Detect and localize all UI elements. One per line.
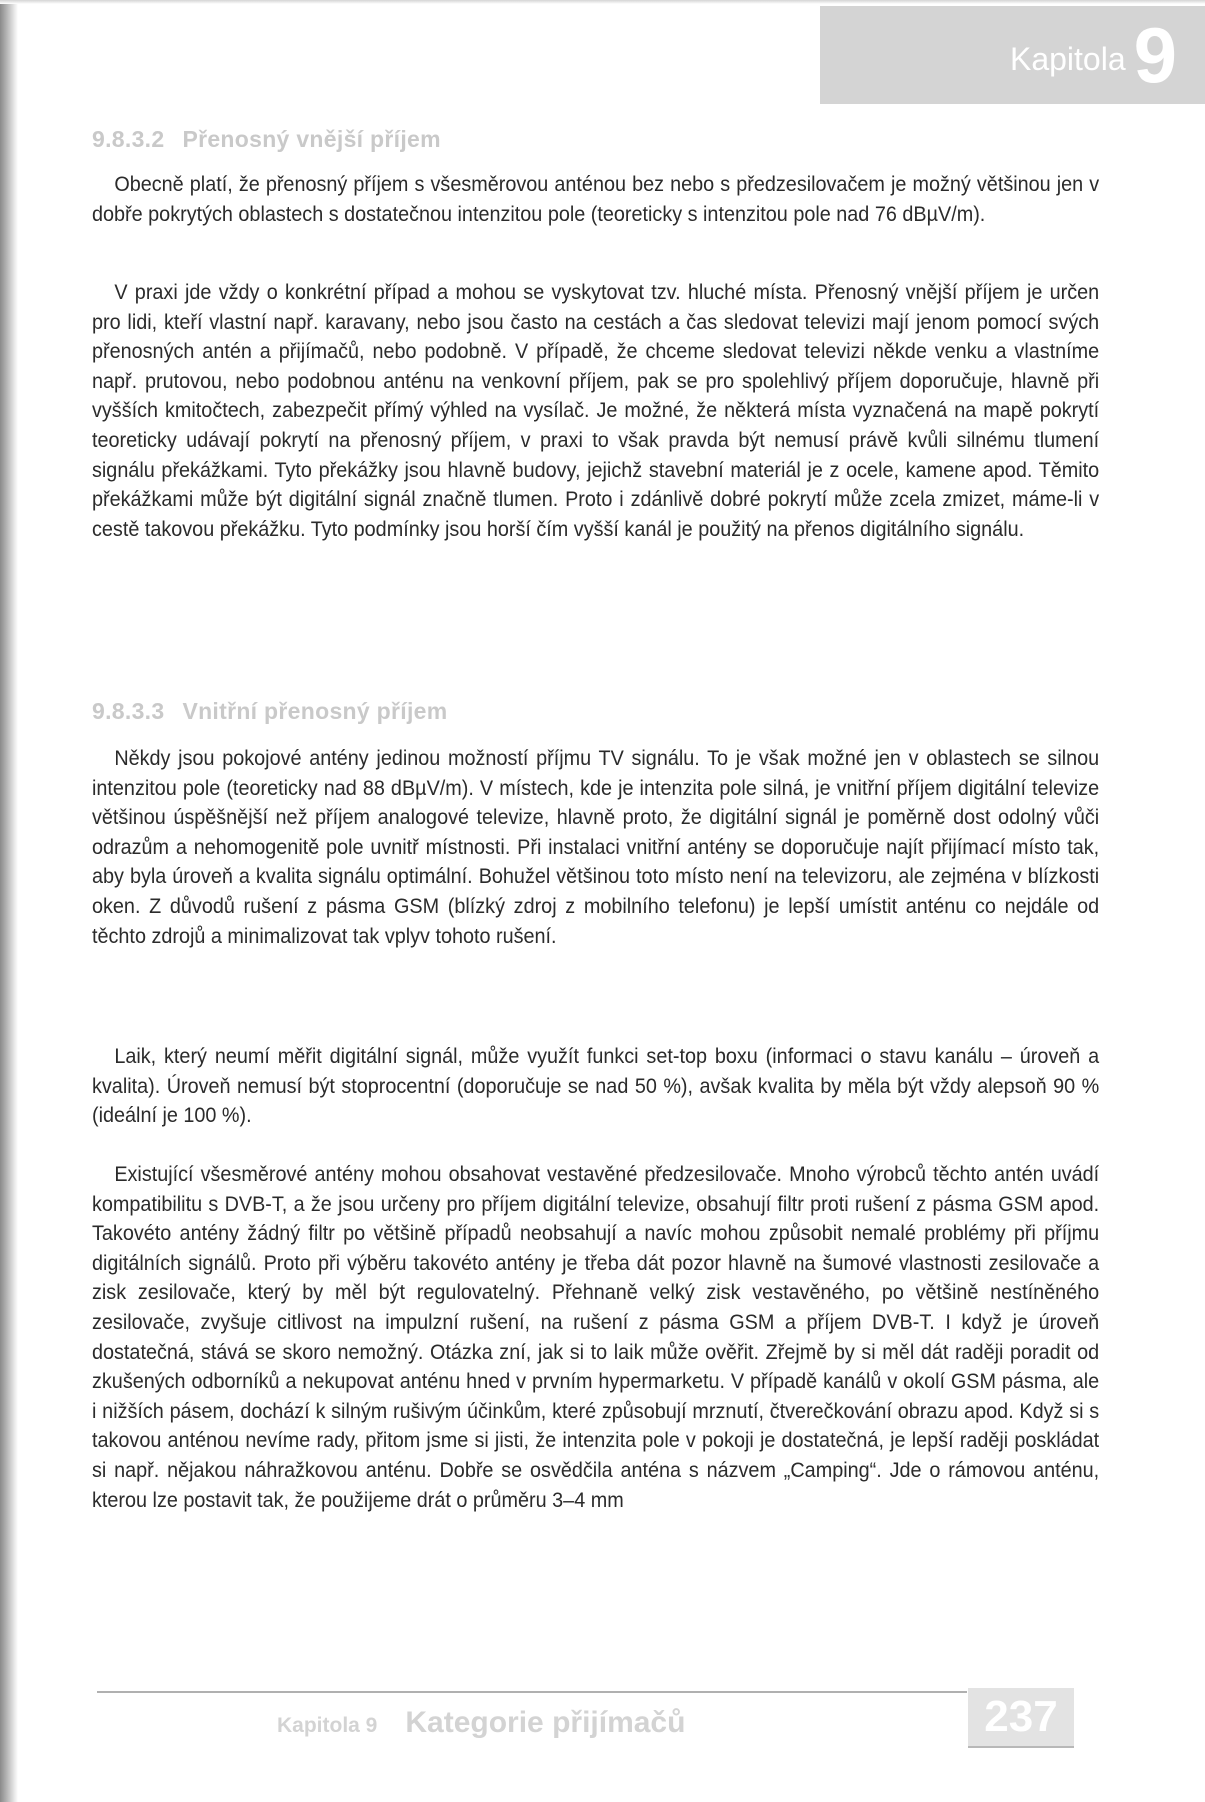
- section-number: 9.8.3.2: [92, 126, 165, 152]
- paragraph: V praxi jde vždy o konkrétní případ a mohou se vyskytovat tzv. hluché místa. Přenosný vnější příjem je určen pro lidi, kteří vlastní např. karavany, nebo jsou často na cestách a čas sledovat televizi mají jenom pomocí svých přenosných antén a přijímačů, nebo podobně. V případě, že chceme sledovat televizi někde venku a vlastníme např. prutovou, nebo podobnou anténu na venkovní příjem, pak se pro spolehlivý příjem doporučuje, hlavně při vyšších kmitočtech, zabezpečit přímý výhled na vysílač. Je možné, že některá místa vyznačená na mapě pokrytí teoreticky udávají pokrytí na přenosný příjem, v praxi to však pravda být nemusí právě kvůli silnému tlumení signálu překážkami. Tyto překážky jsou hlavně budovy, jejichž stavební materiál je z ocele, kamene apod. Těmito překážkami může být digitální signál značně tlumen. Proto i zdánlivě dobré pokrytí může zcela zmizet, máme-li v cestě takovou překážku. Tyto podmínky jsou horší čím vyšší kanál je použitý na přenos digitálního signálu.: [92, 280, 1100, 541]
- section-number: 9.8.3.3: [92, 698, 165, 724]
- running-footer: [277, 1706, 685, 1740]
- paragraph: Existující všesměrové antény mohou obsahovat vestavěné předzesilovače. Mnoho výrobců těchto antén uvádí kompatibilitu s DVB-T, a že jsou určeny pro příjem digitální televize, obsahují filtr proti rušení z pásma GSM apod. Takovéto antény žádný filtr po většině případů neobsahují a navíc mohou způsobit nemalé problémy při příjmu digitálních signálů. Proto při výběru takovéto antény je třeba dát pozor hlavně na šumové vlastnosti zesilovače a zisk zesilovače, který by měl být regulovatelný. Přehnaně velký zisk vestavěného, po většině nestíněného zesilovače, zvyšuje citlivost na impulzní rušení, na rušení z pásma GSM a příjem DVB-T. I když je úroveň dostatečná, stává se skoro nemožný. Otázka zní, jak si to laik může ověřit. Zřejmě by si měl dát raději poradit od zkušených odborníků a nekupovat anténu hned v prvním hypermarketu. V případě kanálů v okolí GSM pásma, ale i nižších pásem, dochází k silným rušivým účinkům, které způsobují mrznutí, čtverečkování obrazu apod. Když si s takovou anténou nevíme rady, přitom jsme si jisti, že intenzita pole v pokoji je dostatečná, je lepší raději poskládat si např. nějakou náhražkovou anténu. Dobře se osvědčila anténa s názvem „Camping“. Jde o rámovou anténu, kterou lze postavit tak, že použijeme drát o průměru 3–4 mm: [92, 1162, 1100, 1512]
- section-heading-9-8-3-2: [92, 126, 441, 153]
- paragraph: Někdy jsou pokojové antény jedinou možností příjmu TV signálu. To je však možné jen v oblastech se silnou intenzitou pole (teoreticky nad 88 dBµV/m). V místech, kde je intenzita pole silná, je vnitřní příjem digitální televize většinou úspěšnější než příjem analogové televize, hlavně proto, že digitální signál je poměrně dost odolný vůči odrazům a nehomogenitě pole uvnitř místnosti. Při instalaci vnitřní antény se doporučuje najít přijímací místo tak, aby byla úroveň a kvalita signálu optimální. Bohužel většinou toto místo není na televizoru, ale zejména v blízkosti oken. Z důvodů rušení z pásma GSM (blízký zdroj z mobilního telefonu) je lepší umístit anténu co nejdále od těchto zdrojů a minimalizovat tak vplyv tohoto rušení.: [92, 746, 1100, 948]
- section-heading-9-8-3-3: [92, 698, 448, 725]
- footer-rule: [97, 1691, 967, 1693]
- section-title: Přenosný vnější příjem: [182, 126, 441, 152]
- binding-gutter-shadow: [0, 0, 18, 1802]
- chapter-number: 9: [1133, 11, 1177, 99]
- page-number-box: [968, 1688, 1074, 1748]
- footer-chapter-title: Kategorie přijímačů: [405, 1706, 686, 1739]
- chapter-word: Kapitola: [1009, 40, 1126, 77]
- page-number: 237: [984, 1692, 1058, 1741]
- chapter-tab: [820, 6, 1205, 104]
- page-top-edge: [0, 0, 1205, 4]
- paragraph: Obecně platí, že přenosný příjem s všesměrovou anténou bez nebo s předzesilovačem je možný většinou jen v dobře pokrytých oblastech s dostatečnou intenzitou pole (teoreticky s intenzitou pole nad 76 dBµV/m).: [92, 172, 1100, 226]
- section-title: Vnitřní přenosný příjem: [182, 698, 448, 724]
- paragraph: Laik, který neumí měřit digitální signál, může využít funkci set-top boxu (informaci o stavu kanálu – úroveň a kvalita). Úroveň nemusí být stoprocentní (doporučuje se nad 50 %), avšak kvalita by měla být vždy alepsoň 90 % (ideální je 100 %).: [92, 1044, 1100, 1128]
- footer-chapter-label: Kapitola 9: [277, 1714, 378, 1737]
